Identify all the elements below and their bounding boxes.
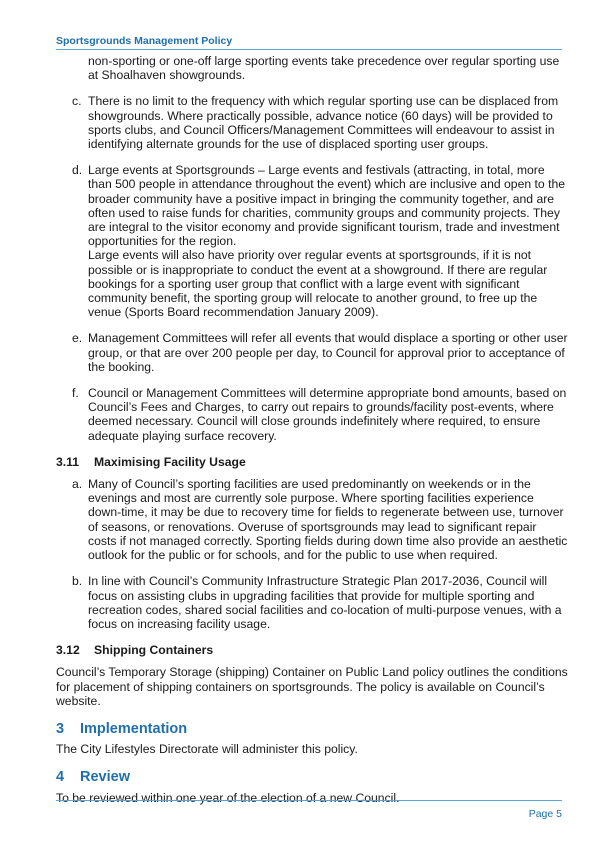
subsection-heading-3-11: [56, 455, 568, 469]
list-item-text: Large events at Sportsgrounds – Large events and festivals (attracting, in total, more than 500 people in attendance throughout the event) which are inclusive and open to the broader community have a positive impact in bringing the community together, and are often used to raise funds for charities, community groups and community projects. They are integral to the visitor economy and provide significant tourism, trade and investment opportunities for the region.: [88, 163, 566, 249]
list-marker: f.: [72, 386, 79, 401]
subsection-heading-3-12: [56, 643, 568, 657]
document-title: Sportsgrounds Management Policy: [56, 35, 233, 47]
paragraph: Council’s Temporary Storage (shipping) Container on Public Land policy outlines the conditions for placement of shipping containers on sportsgrounds. The policy is available on Council’s website.: [56, 665, 568, 708]
page-content: [56, 54, 568, 817]
document-header: [56, 35, 562, 50]
subsection-number: 3.12: [56, 643, 80, 658]
list-item-f: [56, 386, 568, 443]
section-title: Implementation: [80, 720, 188, 737]
list-item-c: [56, 94, 568, 151]
list-item-text: Council or Management Committees will determine appropriate bond amounts, based on Council’s Fees and Charges, to carry out repairs to grounds/facility post-events, where deemed necessary. Council will close grounds indefinitely where required, to ensure adequate playing surface recovery.: [88, 386, 567, 443]
page-number: Page 5: [528, 808, 562, 820]
list-item-e: [56, 331, 568, 374]
list-marker: d.: [72, 163, 83, 178]
list-item-text: In line with Council’s Community Infrastructure Strategic Plan 2017-2036, Council will focus on assisting clubs in upgrading facilities that provide for multiple sporting and recreation codes, shared social facilities and co-location of multi-purpose venues, with a focus on increasing facility usage.: [88, 574, 562, 631]
section-heading-review: [56, 770, 568, 784]
list-item-b: [56, 574, 568, 631]
subsection-title: Maximising Facility Usage: [94, 454, 246, 469]
list-marker: b.: [72, 574, 83, 589]
list-item-text-2: Large events will also have priority over regular events at sportsgrounds, if it is not possible or is inappropriate to conduct the event at a showground. If there are regular bookings for a sporting user group that conflict with a large event with significant community benefit, the sporting group will relocate to another ground, to free up the venue (Sports Board recommendation January 2009).: [88, 248, 548, 320]
section-heading-implementation: [56, 722, 568, 736]
list-item-text: There is no limit to the frequency with which regular sporting use can be displaced from showgrounds. Where practically possible, advance notice (60 days) will be provided to sports clubs, and Council Officers/Management Committees will endeavour to assist in identifying alternate grounds for the use of displaced sporting user groups.: [88, 94, 559, 152]
paragraph: The City Lifestyles Directorate will administer this policy.: [56, 742, 358, 757]
paragraph: To be reviewed within one year of the election of a new Council.: [56, 790, 400, 805]
list-item-a: [56, 477, 568, 562]
list-marker: c.: [72, 94, 82, 109]
section-number: 4: [56, 769, 65, 786]
section-title: Review: [80, 769, 130, 786]
list-marker: e.: [72, 331, 83, 346]
list-item-d: [56, 163, 568, 319]
subsection-number: 3.11: [56, 454, 80, 469]
document-footer: [56, 800, 562, 820]
list-marker: a.: [72, 477, 83, 492]
subsection-title: Shipping Containers: [94, 643, 214, 658]
list-item-text: Management Committees will refer all events that would displace a sporting or other user group, or that are over 200 people per day, to Council for approval prior to acceptance of the booking.: [88, 331, 568, 374]
list-item-text: Many of Council’s sporting facilities are used predominantly on weekends or in the evenings and most are currently sole purpose. Where sporting facilities experience down-time, it may be due to recovery time for fields to regenerate between use, turnover of seasons, or renovations. Overuse of sportsgrounds may lead to significant repair costs if not managed correctly. Sporting fields during down time also provide an aesthetic outlook for the public or for schools, and for the public to use when required.: [88, 477, 568, 563]
intro-continuation: non-sporting or one-off large sporting events take precedence over regular sporting use at Shoalhaven showgrounds.: [88, 54, 560, 83]
section-number: 3: [56, 720, 65, 737]
